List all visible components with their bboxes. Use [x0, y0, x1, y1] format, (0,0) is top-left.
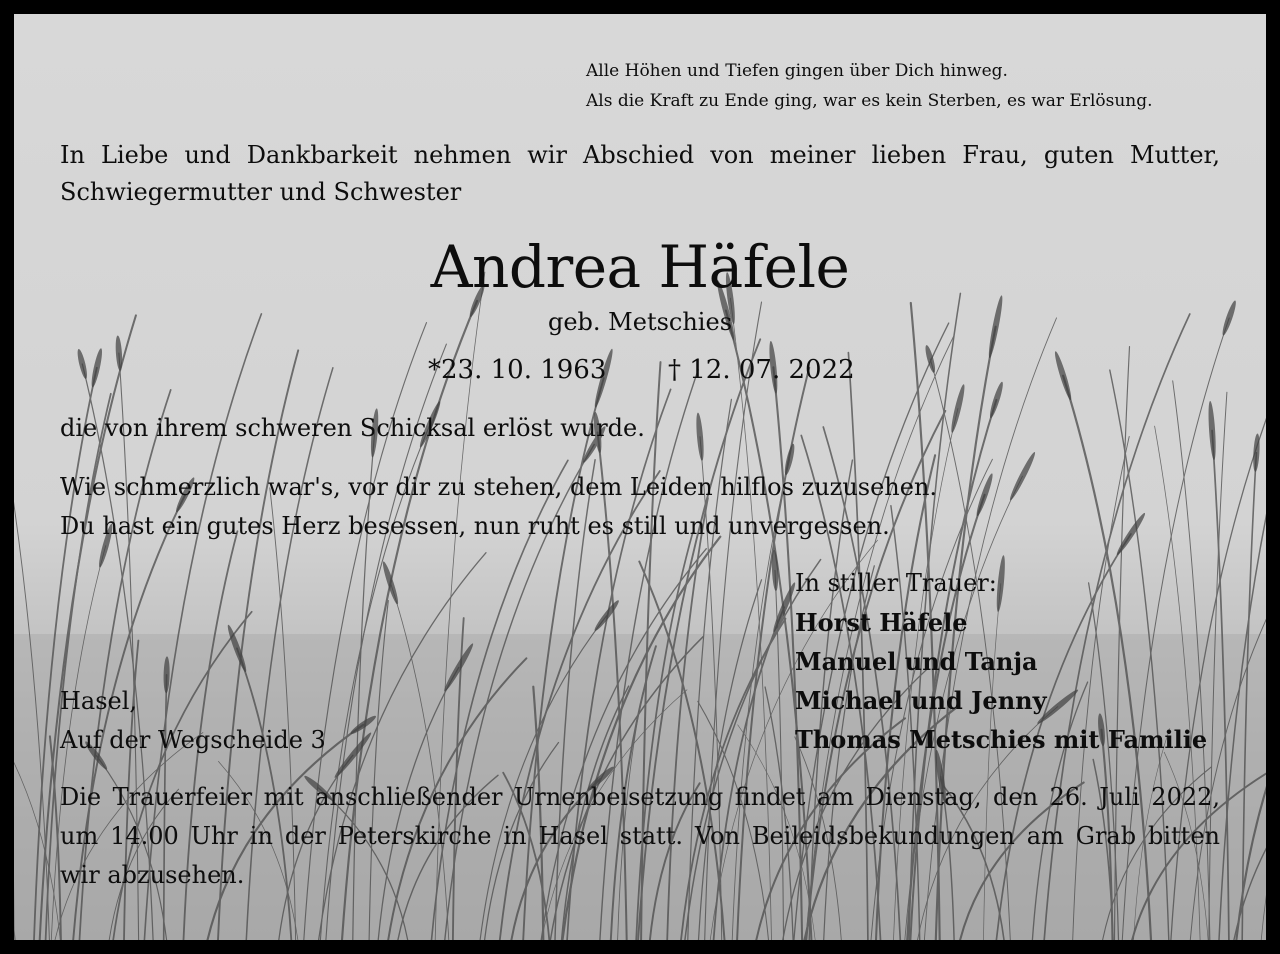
- quote-line-2: Als die Kraft zu Ende ging, war es kein Sterben, es war Erlösung.: [586, 91, 1153, 111]
- grass-seed-head: [1207, 401, 1217, 460]
- released-text: die von ihrem schweren Schicksal erlöst wurde.: [60, 414, 645, 442]
- service-info: [60, 778, 1220, 895]
- mourner-name: Horst Häfele: [795, 608, 968, 637]
- grass-seed-head: [76, 348, 89, 379]
- birth-date: *23. 10. 1963: [428, 355, 607, 385]
- mourner-name: Thomas Metschies mit Familie: [795, 725, 1208, 754]
- address-line-1: Hasel,: [60, 687, 138, 715]
- grass-seed-head: [1114, 511, 1147, 556]
- grass-seed-head: [592, 598, 621, 632]
- address: [60, 682, 326, 760]
- grass-seed-head: [771, 550, 779, 592]
- mourner-name: Manuel und Tanja: [795, 647, 1038, 676]
- grass-seed-head: [115, 335, 123, 371]
- quote: [586, 56, 1153, 116]
- grass-seed-head: [90, 348, 104, 388]
- address-line-2: Auf der Wegscheide 3: [60, 726, 326, 754]
- mourner-name: Michael und Jenny: [795, 686, 1047, 715]
- grass-seed-head: [949, 383, 967, 433]
- service-line-1: Die Trauerfeier mit anschließender Urnenbeisetzung findet am Dienstag, den 26. Juli 2022,: [60, 783, 1220, 811]
- poem: [60, 468, 937, 546]
- grass-seed-head: [1252, 433, 1260, 472]
- grass-seed-head: [1053, 350, 1074, 401]
- service-line-3: wir abzusehen.: [60, 861, 245, 889]
- grass-seed-head: [924, 344, 937, 373]
- intro-line-1: In Liebe und Dankbarkeit nehmen wir Abschied von meiner lieben Frau, guten Mutter,: [60, 141, 1220, 169]
- obituary-notice: [14, 14, 1266, 940]
- grass-seed-head: [381, 560, 401, 605]
- maiden-name: geb. Metschies: [547, 308, 733, 336]
- mourners-heading: In stiller Trauer:: [795, 569, 997, 597]
- grass-seed-head: [695, 412, 705, 461]
- poem-line-2: Du hast ein gutes Herz besessen, nun ruht es still und unvergessen.: [60, 512, 890, 540]
- deceased-name: Andrea Häfele: [430, 233, 850, 301]
- service-line-2: um 14.00 Uhr in der Peterskirche in Hasel statt. Von Beileidsbekundungen am Grab bitten: [60, 822, 1220, 850]
- mourners-block: [795, 564, 1207, 759]
- grass-seed-head: [1008, 451, 1038, 502]
- intro-text: [60, 137, 1220, 211]
- death-date: † 12. 07. 2022: [668, 355, 855, 385]
- poem-line-1: Wie schmerzlich war's, vor dir zu stehen, dem Leiden hilflos zuzusehen.: [60, 473, 938, 501]
- quote-line-1: Alle Höhen und Tiefen gingen über Dich hinweg.: [586, 61, 1008, 81]
- intro-line-2: Schwiegermutter und Schwester: [60, 178, 462, 206]
- grass-seed-head: [988, 381, 1005, 419]
